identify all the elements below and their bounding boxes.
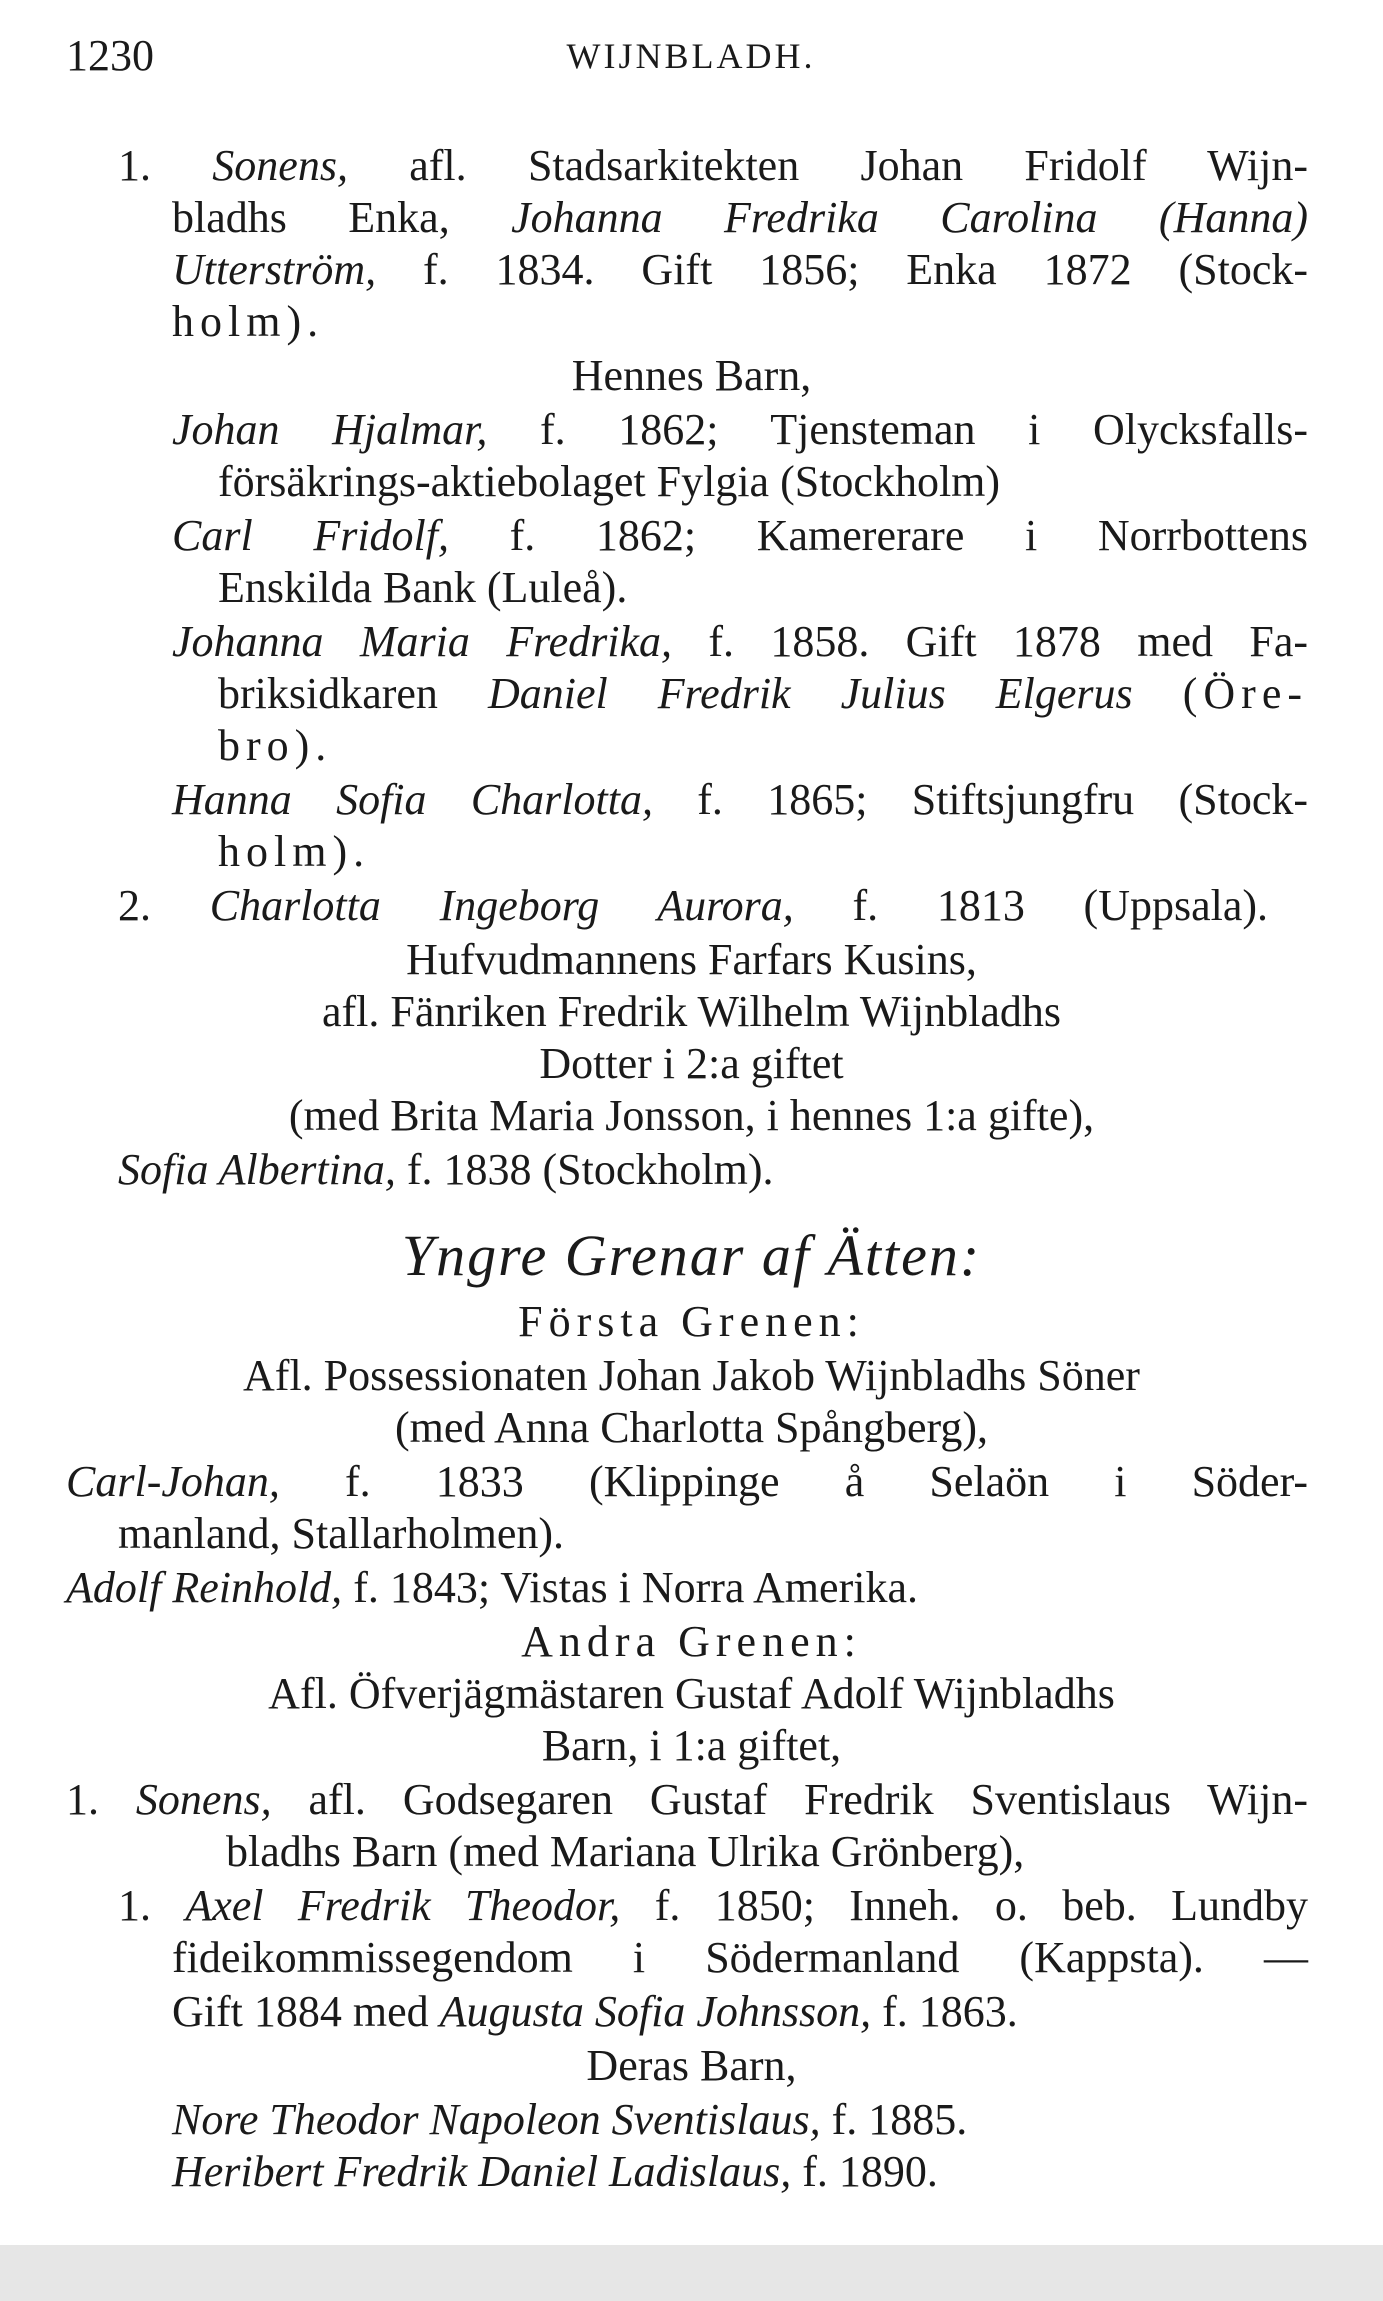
entry-text: f. 1834. Gift 1856; Enka 1872 (Stock- — [423, 245, 1308, 294]
sub-heading — [0, 1402, 1383, 1454]
entry-text: f. 1843; Vistas i Norra Amerika. — [353, 1563, 918, 1612]
entry-text: försäkrings-aktiebolaget Fylgia (Stockholm) — [218, 457, 1001, 506]
heading-text: Afl. Possessionaten Johan Jakob Wijnbladhs Söner — [243, 1351, 1140, 1400]
person-name: Nore Theodor Napoleon Sventislaus, — [172, 2095, 821, 2144]
sub-heading — [0, 1090, 1383, 1142]
person-name: Johanna Maria Fredrika, — [172, 617, 672, 666]
heading-text: Deras Barn, — [586, 2041, 797, 2090]
entry-line — [172, 296, 1383, 348]
entry-text: f. 1850; Inneh. o. beb. Lundby — [654, 1881, 1309, 1930]
entry-line — [218, 826, 1383, 878]
entry-text: f. 1858. Gift 1878 med Fa- — [708, 617, 1308, 666]
entry-text: f. 1890. — [802, 2147, 938, 2196]
heading-text: Andra Grenen: — [521, 1617, 862, 1666]
entry-text: f. 1885. — [831, 2095, 968, 2144]
person-name: Carl Fridolf, — [172, 511, 449, 560]
place-name: manland, Stallarholmen). — [118, 1509, 564, 1558]
entry-text: fideikommissegendom i Södermanland (Kappsta). — — [172, 1933, 1308, 1982]
page-number: 1230 — [66, 31, 154, 80]
entry-number: 1. — [118, 141, 151, 190]
entry-line — [172, 774, 1308, 826]
section-title-text: Yngre Grenar af Ätten: — [401, 1223, 982, 1288]
person-name: Utterström, — [172, 245, 377, 294]
entry-line — [218, 562, 1383, 614]
entry-line — [218, 668, 1308, 720]
entry-line — [172, 510, 1308, 562]
entry-label: Sonens, — [212, 141, 348, 190]
entry-text: f. 1865; Stiftsjungfru (Stock- — [697, 775, 1309, 824]
running-title: WIJNBLADH. — [566, 36, 816, 76]
entry-text: f. 1862; Tjensteman i Olycksfalls- — [539, 405, 1308, 454]
entry-line — [218, 720, 1383, 772]
sub-heading — [0, 1668, 1383, 1720]
person-name: Johanna Fredrika Carolina (Hanna) — [511, 193, 1308, 242]
place-name: (Öre- — [1182, 669, 1309, 718]
heading-text: afl. Fänriken Fredrik Wilhelm Wijnbladhs — [321, 987, 1062, 1036]
person-name: Charlotta Ingeborg Aurora, — [209, 881, 794, 930]
person-name: Sofia Albertina, — [118, 1145, 396, 1194]
heading-text: Första Grenen: — [518, 1297, 865, 1346]
entry-label: Sonens, — [135, 1775, 272, 1824]
entry-number: 2. — [118, 881, 151, 930]
entry-text: f. 1813 (Uppsala). — [852, 881, 1269, 930]
heading-text: Dotter i 2:a giftet — [539, 1039, 844, 1088]
heading-text: (med Brita Maria Jonsson, i hennes 1:a gifte), — [288, 1091, 1095, 1140]
entry-text: bladhs Enka, — [172, 193, 450, 242]
sub-heading — [0, 986, 1383, 1038]
person-name: Johan Hjalmar, — [172, 405, 488, 454]
entry-number: 1. — [118, 1881, 151, 1930]
entry-line — [118, 1508, 1383, 1560]
entry-line — [66, 1774, 1308, 1826]
entry-line — [66, 1456, 1308, 1508]
heading-text: Hufvudmannens Farfars Kusins, — [406, 935, 977, 984]
sub-heading — [0, 1296, 1383, 1348]
entry-text: bladhs Barn (med Mariana Ulrika Grönberg), — [226, 1827, 1025, 1876]
entry-text: Gift 1884 med — [172, 1987, 429, 2036]
entry-line — [172, 2094, 1383, 2146]
person-name: Augusta Sofia Johnsson, — [439, 1987, 872, 2036]
entry-line — [172, 192, 1308, 244]
person-name: Axel Fredrik Theodor, — [185, 1881, 621, 1930]
entry-line — [172, 244, 1308, 296]
heading-text: Afl. Öfverjägmästaren Gustaf Adolf Wijnbladhs — [268, 1669, 1115, 1718]
sub-heading — [0, 1038, 1383, 1090]
person-name: Hanna Sofia Charlotta, — [172, 775, 653, 824]
entry-line — [172, 616, 1308, 668]
sub-heading — [0, 1720, 1383, 1772]
person-name: Heribert Fredrik Daniel Ladislaus, — [172, 2147, 792, 2196]
person-name: Adolf Reinhold, — [66, 1563, 343, 1612]
entry-line — [218, 456, 1383, 508]
entry-number: 1. — [66, 1775, 99, 1824]
sub-heading — [0, 2040, 1383, 2092]
person-name: Carl-Johan, — [66, 1457, 280, 1506]
entry-line — [118, 140, 1308, 192]
entry-line — [118, 1880, 1308, 1932]
section-title — [0, 1222, 1383, 1295]
entry-text: afl. Godsegaren Gustaf Fredrik Sventislaus Wijn- — [308, 1775, 1309, 1824]
entry-line — [172, 2146, 1383, 2198]
heading-text: Hennes Barn, — [571, 351, 812, 400]
entry-text: f. 1838 (Stockholm). — [406, 1145, 774, 1194]
place-name: bro). — [218, 721, 333, 770]
entry-line — [226, 1826, 1383, 1878]
place-name: holm). — [218, 827, 371, 876]
heading-text: Barn, i 1:a giftet, — [541, 1721, 842, 1770]
entry-text: afl. Stadsarkitekten Johan Fridolf Wijn- — [409, 141, 1309, 190]
entry-line — [172, 1986, 1383, 2038]
sub-heading — [0, 934, 1383, 986]
entry-line — [66, 1562, 1383, 1614]
entry-line — [172, 1932, 1308, 1984]
entry-text: f. 1862; Kamererare i Norrbottens — [509, 511, 1309, 560]
entry-text: briksidkaren — [218, 669, 438, 718]
entry-line — [118, 880, 1268, 932]
heading-text: (med Anna Charlotta Spångberg), — [394, 1403, 989, 1452]
entry-text: Enskilda Bank (Luleå). — [218, 563, 628, 612]
sub-heading — [0, 1616, 1383, 1668]
sub-heading — [0, 350, 1383, 402]
entry-line — [172, 404, 1308, 456]
entry-text: f. 1833 (Klippinge å Selaön i Söder- — [345, 1457, 1309, 1506]
place-name: holm). — [172, 297, 325, 346]
entry-line — [118, 1144, 1383, 1196]
entry-text: f. 1863. — [882, 1987, 1018, 2036]
sub-heading — [0, 1350, 1383, 1402]
person-name: Daniel Fredrik Julius Elgerus — [488, 669, 1133, 718]
